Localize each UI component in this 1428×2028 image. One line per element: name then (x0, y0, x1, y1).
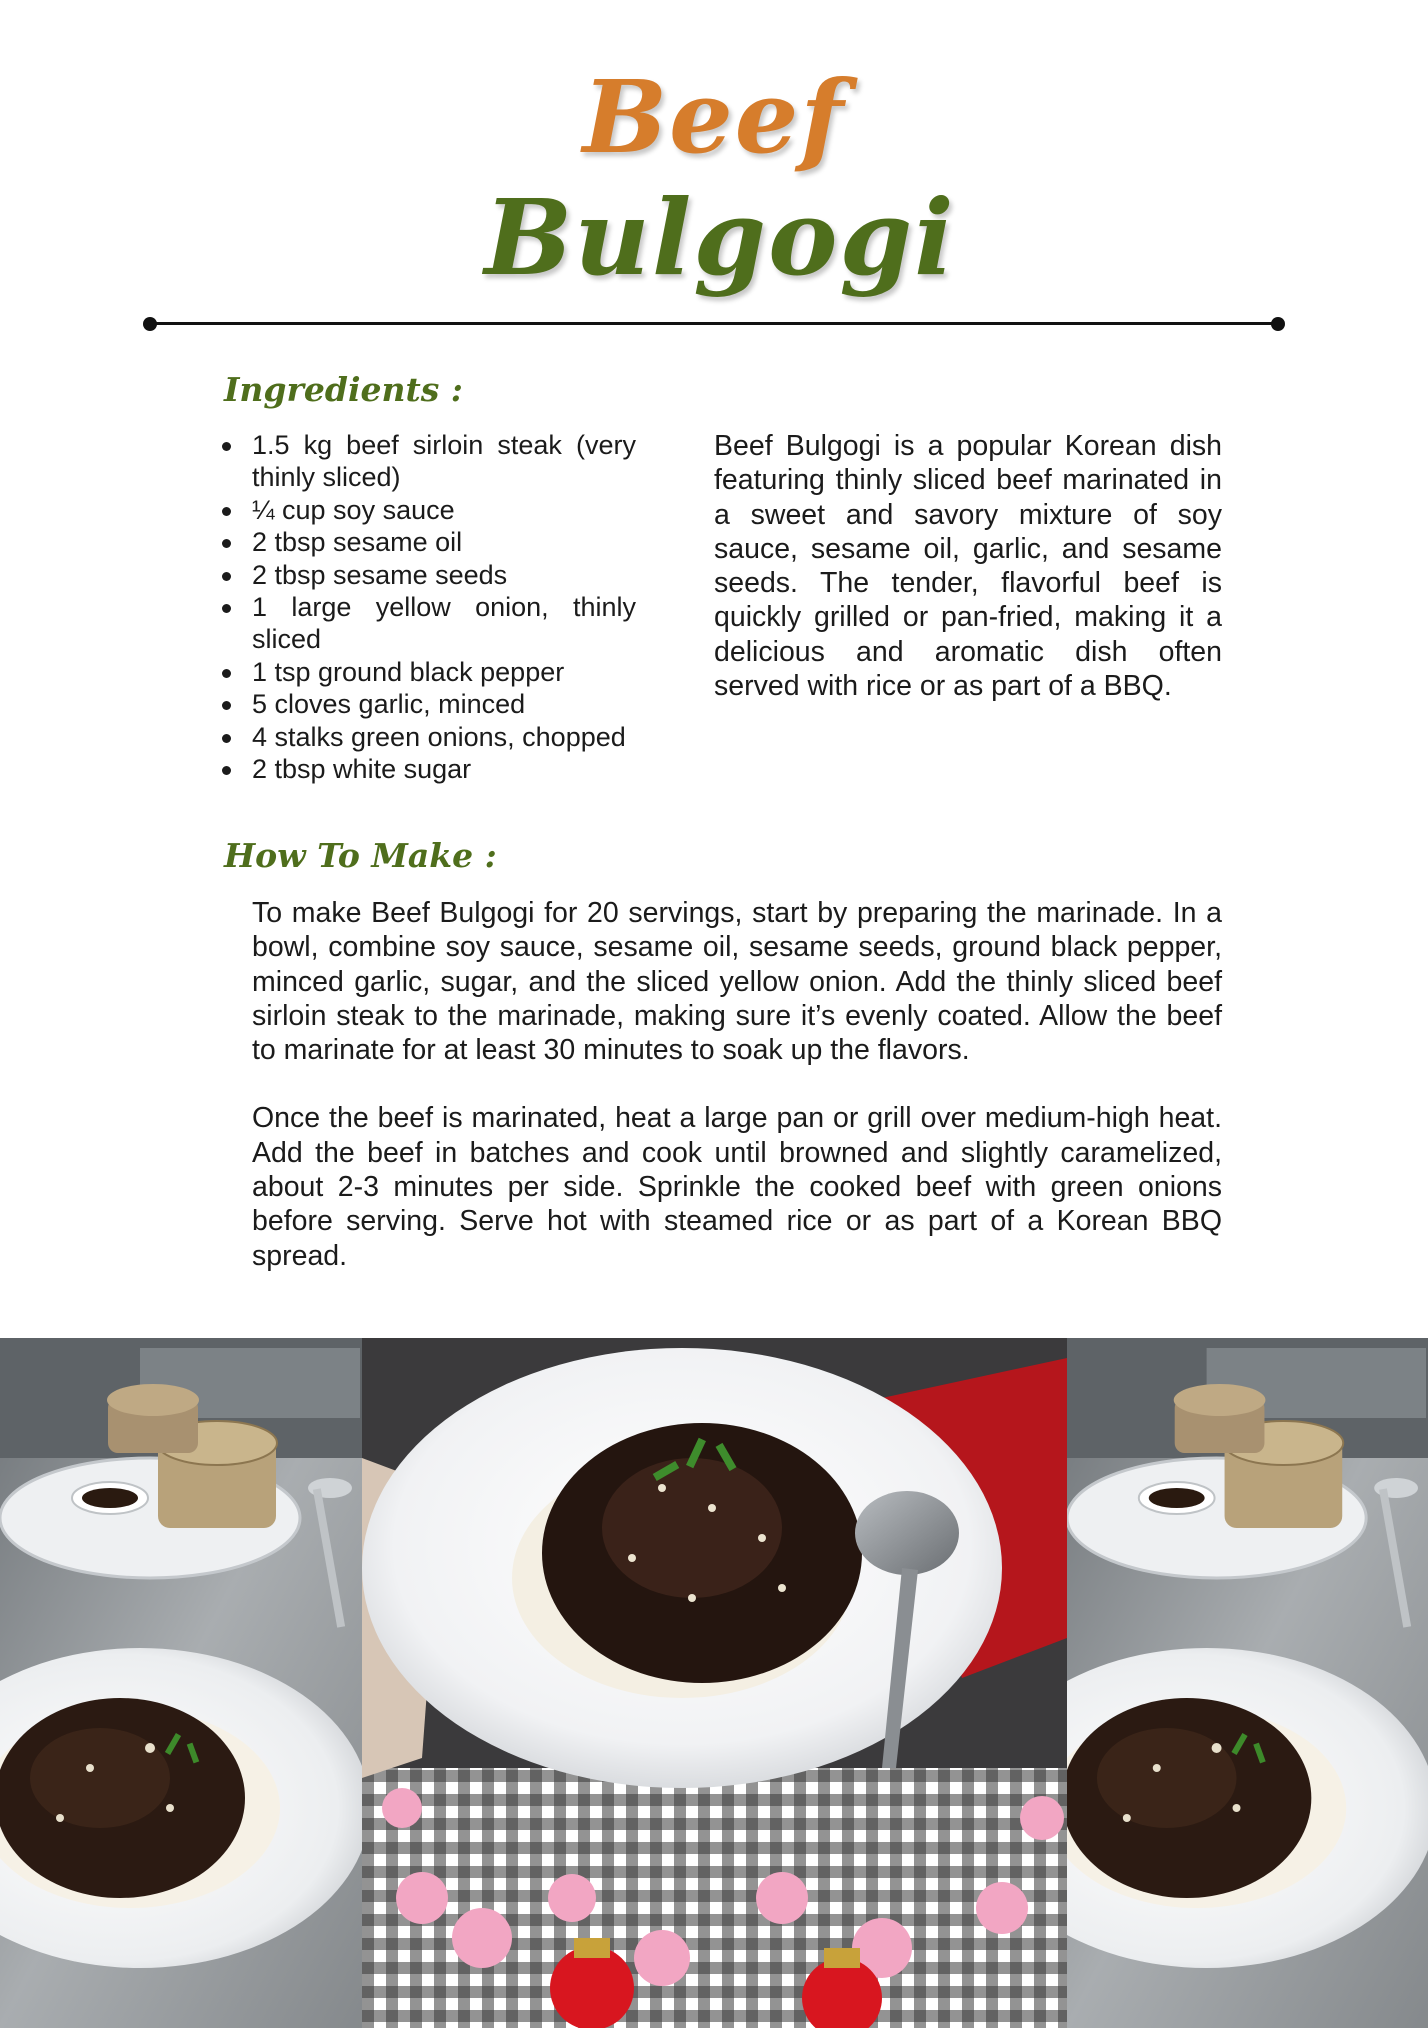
ingredient-item: 1.5 kg beef sirloin steak (very thinly sliced) (222, 429, 636, 494)
right-plate-photo (1067, 1338, 1428, 2028)
ingredient-item: 1 large yellow onion, thinly sliced (222, 591, 636, 656)
ingredient-item: 2 tbsp sesame oil (222, 526, 636, 558)
instruction-paragraph: To make Beef Bulgogi for 20 servings, start by preparing the marinade. In a bowl, combine soy sauce, sesame oil, sesame seeds, ground black pepper, minced garlic, sugar, and the sliced yellow onion. Add the thinly sliced beef sirloin steak to the marinade, making sure it’s evenly coated. Allow the beef to marinate for at least 30 minutes to soak up the flavors. (252, 897, 1222, 1067)
dish-description: Beef Bulgogi is a popular Korean dish featuring thinly sliced beef marinated in a sweet and savory mixture of soy sauce, sesame oil, garlic, and sesame seeds. The tender, flavorful beef is quickly grilled or pan-fried, making it a delicious and aromatic dish often served with rice or as part of a BBQ. (714, 430, 1222, 703)
instructions (252, 896, 1222, 1307)
title-line-bulgogi: Bulgogi (484, 176, 956, 299)
instruction-paragraph: Once the beef is marinated, heat a large pan or grill over medium-high heat. Add the beef in batches and cook until browned and slightly caramelized, about 2-3 minutes per side. Sprinkle the cooked beef with green onions before serving. Serve hot with steamed rice or as part of a Korean BBQ spread. (252, 1102, 1222, 1272)
left-plate-photo (0, 1338, 362, 2028)
center-plate-photo (362, 1338, 1067, 2028)
ingredients-list (222, 429, 636, 785)
ingredient-item: 2 tbsp sesame seeds (222, 559, 636, 591)
ingredient-item: 5 cloves garlic, minced (222, 688, 636, 720)
ingredient-item: 4 stalks green onions, chopped (222, 721, 636, 753)
ingredient-item: 2 tbsp white sugar (222, 753, 636, 785)
ingredient-item: 1 tsp ground black pepper (222, 656, 636, 688)
title-line-beef: Beef (582, 58, 846, 176)
ingredient-item: ¼ cup soy sauce (222, 494, 636, 526)
title-divider (149, 322, 1279, 325)
how-to-make-heading: How To Make : (224, 836, 497, 875)
ingredients-heading: Ingredients : (224, 370, 463, 409)
divider-right-dot (1271, 317, 1285, 331)
